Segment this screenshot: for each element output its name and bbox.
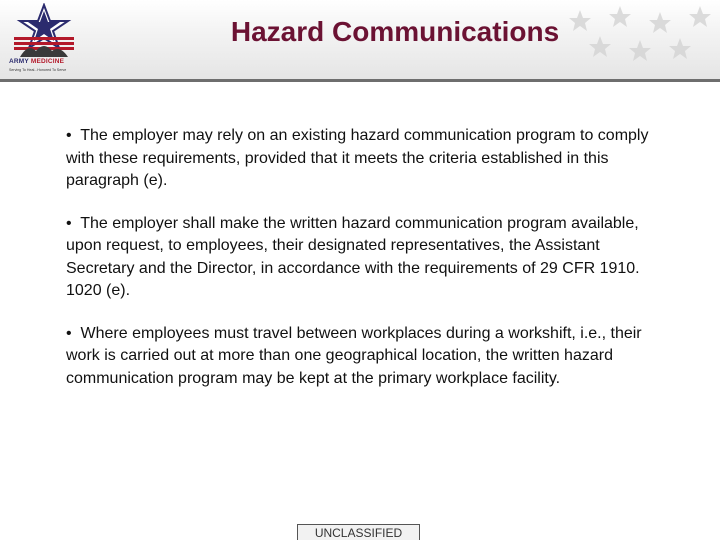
paragraph-text: The employer may rely on an existing hazard communication program to comply with these requirements, provided that it meets the criteria established in this paragraph (e). [66, 127, 649, 189]
bullet-icon: • [66, 324, 72, 342]
paragraph-text: The employer shall make the written hazard communication program available, upon request, to employees, their designated representatives, the Assistant Secretary and the Director, in accordance with the requirements of 29 CFR 1910. 1020 (e). [66, 214, 640, 299]
bullet-paragraph-3 [66, 323, 656, 391]
army-medicine-logo-icon [6, 3, 82, 77]
slide-body [66, 125, 656, 410]
logo-name: ARMY MEDICINE [9, 58, 65, 65]
bullet-icon: • [66, 127, 72, 144]
classification-banner: UNCLASSIFIED [297, 524, 420, 540]
bullet-paragraph-1 [66, 125, 656, 193]
logo-tagline: Serving To Heal...Honored To Serve [9, 68, 67, 72]
page-title: Hazard Communications [230, 16, 560, 47]
bullet-icon: • [66, 214, 72, 232]
paragraph-text: Where employees must travel between workplaces during a workshift, i.e., their work is carried out at more than one geographical location, the written hazard communication program may be kept at the primary workplace facility. [66, 324, 642, 387]
bullet-paragraph-2 [66, 213, 656, 303]
header-divider [0, 79, 720, 82]
